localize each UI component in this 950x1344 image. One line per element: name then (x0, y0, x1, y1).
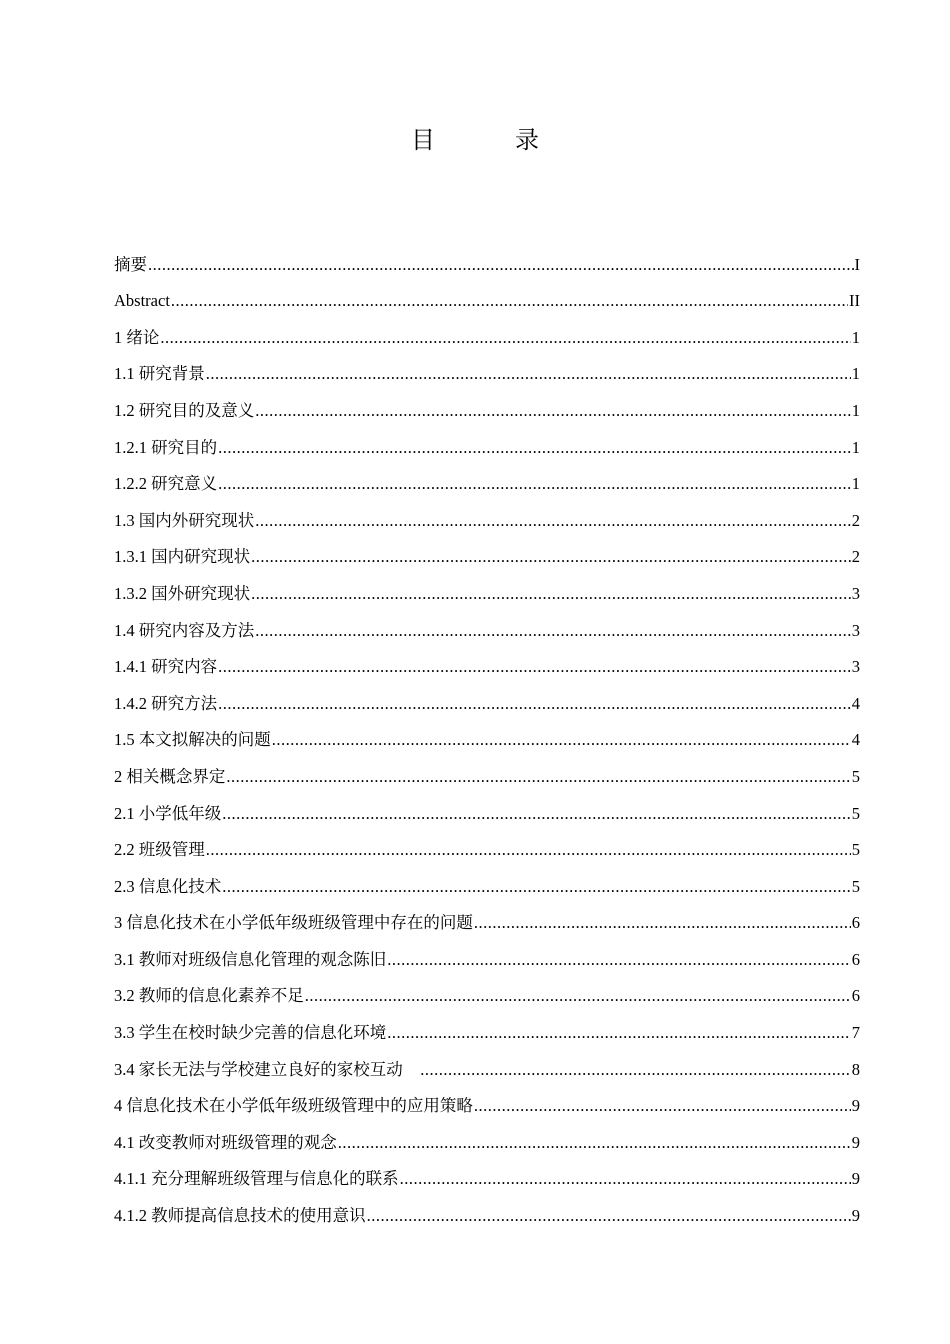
toc-entry-page: 3 (851, 657, 860, 677)
toc-entry-label: 1.4.2 研究方法 (114, 693, 218, 713)
toc-entry-label: 1.1 研究背景 (114, 364, 205, 384)
toc-leader-dots (218, 438, 851, 458)
toc-leader-dots (251, 584, 851, 604)
toc-entry-label: 4.1.2 教师提高信息技术的使用意识 (114, 1206, 366, 1226)
toc-leader-dots (226, 767, 850, 787)
toc-entry-page: 6 (851, 986, 860, 1006)
toc-entry-page: 1 (851, 364, 860, 384)
toc-entry[interactable] (114, 604, 860, 641)
toc-entry[interactable] (114, 275, 860, 312)
toc-entry-label: 1.4.1 研究内容 (114, 657, 218, 677)
toc-entry-page: 9 (851, 1096, 860, 1116)
toc-entry[interactable] (114, 421, 860, 458)
toc-leader-dots (305, 986, 851, 1006)
toc-entry[interactable] (114, 970, 860, 1007)
toc-entry-label: 3 信息化技术在小学低年级班级管理中存在的问题 (114, 913, 473, 933)
toc-entry[interactable] (114, 1116, 860, 1153)
toc-entry-label: 1.2 研究目的及意义 (114, 400, 255, 420)
toc-leader-dots (148, 255, 854, 275)
toc-entry-page: 7 (851, 1023, 860, 1043)
toc-entry-page: 9 (851, 1206, 860, 1226)
toc-entry-label: 4.1.1 充分理解班级管理与信息化的联系 (114, 1169, 399, 1189)
toc-leader-dots (171, 291, 848, 311)
toc-entry-label: 1.5 本文拟解决的问题 (114, 730, 271, 750)
toc-entry[interactable] (114, 1080, 860, 1117)
toc-entry-page: 9 (851, 1169, 860, 1189)
toc-entry-page: I (854, 254, 860, 274)
toc-leader-dots (474, 913, 851, 933)
toc-entry-page: 3 (851, 583, 860, 603)
toc-entry-page: 1 (851, 474, 860, 494)
toc-entry[interactable] (114, 1153, 860, 1190)
toc-leader-dots (218, 474, 851, 494)
toc-entry-label: 1.2.2 研究意义 (114, 474, 218, 494)
toc-entry-page: 5 (851, 840, 860, 860)
toc-entry[interactable] (114, 458, 860, 495)
toc-leader-dots (387, 1023, 851, 1043)
toc-leader-dots (255, 401, 851, 421)
toc-entry[interactable] (114, 531, 860, 568)
toc-entry-label: 1.4 研究内容及方法 (114, 620, 255, 640)
toc-entry[interactable] (114, 1043, 860, 1080)
toc-entry-page: 5 (851, 766, 860, 786)
toc-leader-dots (206, 364, 851, 384)
toc-entry[interactable] (114, 714, 860, 751)
toc-entry-page: 1 (851, 437, 860, 457)
toc-entry-page: 2 (851, 547, 860, 567)
toc-entry-page: II (849, 291, 860, 311)
toc-leader-dots (251, 547, 851, 567)
toc-entry-label: 4.1 改变教师对班级管理的观念 (114, 1132, 337, 1152)
toc-entry-page: 4 (851, 730, 860, 750)
toc-leader-dots (387, 950, 851, 970)
toc-entry-label: Abstract (114, 291, 170, 311)
toc-leader-dots (420, 1060, 851, 1080)
toc-entry-page: 1 (851, 400, 860, 420)
toc-entry[interactable] (114, 860, 860, 897)
toc-entry-page: 2 (851, 510, 860, 530)
toc-entry-label: 3.3 学生在校时缺少完善的信息化环境 (114, 1023, 387, 1043)
toc-leader-dots (218, 657, 851, 677)
toc-entry-label: 1.3 国内外研究现状 (114, 510, 255, 530)
toc-leader-dots (222, 804, 851, 824)
table-of-contents (114, 238, 860, 1226)
toc-leader-dots (206, 840, 851, 860)
toc-leader-dots (367, 1206, 851, 1226)
toc-entry-label: 2.1 小学低年级 (114, 803, 222, 823)
toc-entry-label: 1.3.1 国内研究现状 (114, 547, 251, 567)
toc-entry[interactable] (114, 494, 860, 531)
toc-entry-page: 5 (851, 803, 860, 823)
toc-entry-label: 2.2 班级管理 (114, 840, 205, 860)
toc-leader-dots (255, 511, 851, 531)
toc-entry[interactable] (114, 787, 860, 824)
toc-entry-label: 3.4 家长无法与学校建立良好的家校互动 (114, 1059, 420, 1079)
toc-entry-page: 3 (851, 620, 860, 640)
toc-entry[interactable] (114, 238, 860, 275)
toc-entry[interactable] (114, 1006, 860, 1043)
toc-entry-label: 1.3.2 国外研究现状 (114, 583, 251, 603)
toc-entry[interactable] (114, 750, 860, 787)
toc-entry-page: 9 (851, 1132, 860, 1152)
toc-entry-page: 8 (851, 1059, 860, 1079)
toc-entry-label: 3.1 教师对班级信息化管理的观念陈旧 (114, 949, 387, 969)
toc-entry-page: 4 (851, 693, 860, 713)
toc-entry-page: 1 (851, 327, 860, 347)
toc-leader-dots (222, 877, 851, 897)
toc-entry-label: 2.3 信息化技术 (114, 876, 222, 896)
toc-entry-page: 6 (851, 949, 860, 969)
toc-entry[interactable] (114, 384, 860, 421)
toc-entry[interactable] (114, 641, 860, 678)
toc-entry[interactable] (114, 933, 860, 970)
toc-entry-label: 1 绪论 (114, 327, 160, 347)
toc-leader-dots (400, 1169, 851, 1189)
toc-leader-dots (338, 1133, 851, 1153)
toc-leader-dots (255, 621, 851, 641)
toc-entry-label: 4 信息化技术在小学低年级班级管理中的应用策略 (114, 1096, 473, 1116)
page-title: 目 录 (411, 126, 567, 154)
toc-entry-label: 3.2 教师的信息化素养不足 (114, 986, 304, 1006)
toc-entry[interactable] (114, 348, 860, 385)
toc-leader-dots (474, 1096, 851, 1116)
toc-leader-dots (218, 694, 851, 714)
toc-leader-dots (272, 730, 851, 750)
toc-entry-page: 6 (851, 913, 860, 933)
toc-entry[interactable] (114, 1189, 860, 1226)
toc-entry[interactable] (114, 677, 860, 714)
toc-entry-label: 2 相关概念界定 (114, 766, 226, 786)
toc-leader-dots (160, 328, 850, 348)
toc-entry[interactable] (114, 311, 860, 348)
toc-entry[interactable] (114, 824, 860, 861)
toc-entry[interactable] (114, 567, 860, 604)
toc-entry[interactable] (114, 897, 860, 934)
toc-entry-label: 摘要 (114, 254, 147, 274)
toc-entry-label: 1.2.1 研究目的 (114, 437, 218, 457)
toc-entry-page: 5 (851, 876, 860, 896)
